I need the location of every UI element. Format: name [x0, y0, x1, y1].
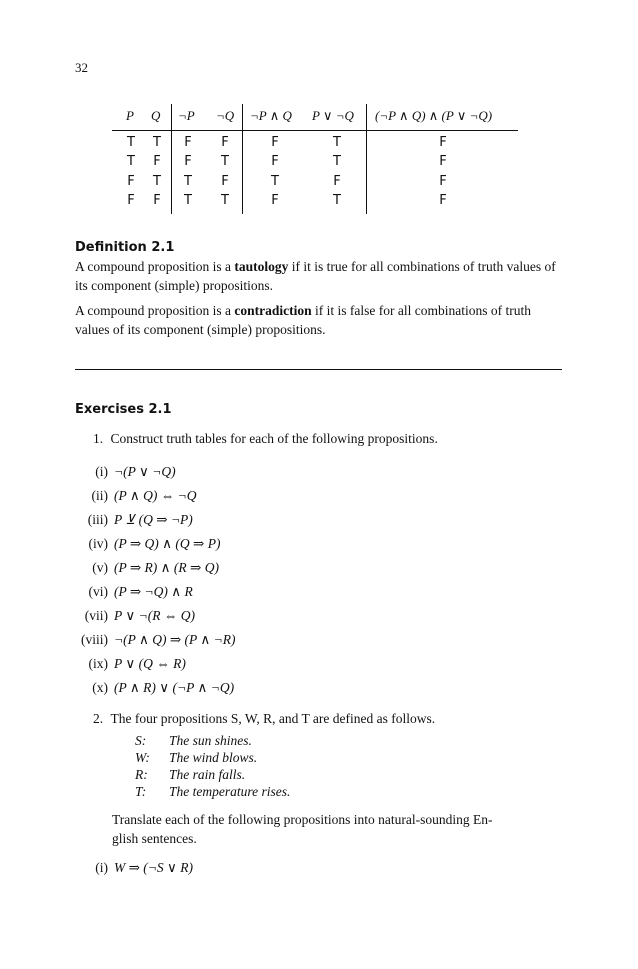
header-not-p-and-q: ¬P ∧ Q	[250, 108, 292, 123]
item-expression: ¬(P ∧ Q) ⇒ (P ∧ ¬R)	[114, 632, 236, 647]
item-expression: P ∨ ¬(R ⇔ Q)	[114, 608, 195, 623]
item-expression: (P ⇒ Q) ∧ (Q ⇒ P)	[114, 536, 221, 551]
proposition-meaning: The sun shines.	[169, 733, 252, 748]
item-number: (viii)	[81, 632, 108, 647]
proposition-definition	[135, 784, 290, 800]
contradiction-term: contradiction	[234, 303, 312, 318]
table-cell: F	[271, 154, 279, 169]
item-expression: (P ∧ R) ∨ (¬P ∧ ¬Q)	[114, 680, 235, 695]
exercise-1-item	[72, 608, 195, 624]
header-not-p: ¬P	[178, 108, 195, 123]
table-cell: T	[153, 174, 161, 189]
item-number: (v)	[92, 560, 108, 575]
tautology-text-before: A compound proposition is a	[75, 259, 235, 274]
header-not-q: ¬Q	[216, 108, 235, 123]
table-cell: T	[221, 154, 229, 169]
table-cell: T	[153, 135, 161, 150]
table-cell: T	[271, 174, 279, 189]
translate-line-1: Translate each of the following propositions into natural-sounding En-	[112, 812, 493, 827]
item-expression: (P ∧ Q) ⇔ ¬Q	[114, 488, 197, 503]
exercise-1-item	[72, 512, 193, 528]
table-cell: F	[439, 193, 447, 208]
exercise-2-label: 2.	[93, 711, 104, 726]
exercise-1-item	[72, 632, 236, 648]
exercise-1-item	[72, 464, 176, 480]
item-number: (iii)	[87, 512, 108, 527]
exercise-1-text: Construct truth tables for each of the following propositions.	[110, 431, 438, 446]
table-cell: T	[221, 193, 229, 208]
exercise-1-item	[72, 536, 220, 552]
page-number: 32	[75, 60, 88, 75]
table-cell: T	[127, 154, 135, 169]
table-cell: F	[184, 154, 192, 169]
item-expression: ¬(P ∨ ¬Q)	[114, 464, 176, 479]
definition-title: Definition 2.1	[75, 240, 175, 255]
proposition-definition	[135, 750, 257, 766]
tautology-text-after: if it is true for all combinations of truth values of its component (simple) propositions.	[75, 259, 556, 293]
tautology-definition	[75, 257, 563, 295]
table-cell: T	[127, 135, 135, 150]
column-rule-3	[366, 104, 367, 214]
contradiction-text-after: if it is false for all combinations of truth values of its component (simple) propositions.	[75, 303, 531, 337]
header-p: P	[126, 108, 134, 123]
item-expression: P ⊻ (Q ⇒ ¬P)	[114, 512, 193, 527]
item-expression: (P ⇒ R) ∧ (R ⇒ Q)	[114, 560, 219, 575]
item-number: (ii)	[91, 488, 108, 503]
proposition-symbol: W:	[135, 750, 150, 765]
exercise-1-item	[72, 584, 193, 600]
exercise-1	[93, 431, 438, 447]
table-cell: F	[127, 193, 135, 208]
item-number: (vii)	[84, 608, 108, 623]
table-cell: F	[271, 193, 279, 208]
exercise-1-item	[72, 560, 219, 576]
table-cell: F	[439, 135, 447, 150]
translate-instruction	[112, 810, 564, 848]
item-number: (iv)	[88, 536, 108, 551]
item-expression: W ⇒ (¬S ∨ R)	[114, 860, 194, 875]
table-cell: F	[439, 154, 447, 169]
table-cell: F	[271, 135, 279, 150]
item-number: (ix)	[88, 656, 108, 671]
item-number: (i)	[95, 860, 108, 875]
table-cell: T	[333, 135, 341, 150]
table-cell: F	[184, 135, 192, 150]
table-cell: F	[221, 135, 229, 150]
table-cell: T	[333, 193, 341, 208]
header-rule	[112, 130, 518, 131]
proposition-meaning: The temperature rises.	[169, 784, 291, 799]
table-cell: F	[221, 174, 229, 189]
contradiction-text-before: A compound proposition is a	[75, 303, 235, 318]
exercise-1-item	[72, 488, 196, 504]
section-divider	[75, 369, 562, 370]
item-expression: P ∨ (Q ⇔ R)	[114, 656, 186, 671]
proposition-meaning: The wind blows.	[169, 750, 258, 765]
column-rule-2	[242, 104, 243, 214]
exercise-2	[93, 711, 435, 727]
translate-line-2: glish sentences.	[112, 831, 197, 846]
proposition-definition	[135, 733, 252, 749]
table-cell: T	[184, 193, 192, 208]
exercise-1-label: 1.	[93, 431, 104, 446]
item-number: (i)	[95, 464, 108, 479]
exercise-2-item	[72, 860, 193, 876]
table-cell: F	[153, 154, 161, 169]
exercise-2-text: The four propositions S, W, R, and T are defined as follows.	[110, 711, 436, 726]
proposition-symbol: T:	[135, 784, 147, 799]
header-p-or-not-q: P ∨ ¬Q	[312, 108, 354, 123]
table-cell: F	[439, 174, 447, 189]
proposition-symbol: R:	[135, 767, 148, 782]
exercise-1-item	[72, 656, 186, 672]
exercises-title: Exercises 2.1	[75, 402, 172, 417]
table-cell: F	[153, 193, 161, 208]
proposition-definition	[135, 767, 245, 783]
table-cell: F	[127, 174, 135, 189]
item-number: (x)	[92, 680, 108, 695]
item-number: (vi)	[88, 584, 108, 599]
exercise-1-item	[72, 680, 234, 696]
column-rule-1	[171, 104, 172, 214]
header-compound: (¬P ∧ Q) ∧ (P ∨ ¬Q)	[375, 108, 493, 123]
proposition-symbol: S:	[135, 733, 147, 748]
table-cell: F	[333, 174, 341, 189]
table-cell: T	[333, 154, 341, 169]
tautology-term: tautology	[234, 259, 289, 274]
header-q: Q	[151, 108, 161, 123]
item-expression: (P ⇒ ¬Q) ∧ R	[114, 584, 193, 599]
table-cell: T	[184, 174, 192, 189]
contradiction-definition	[75, 301, 563, 339]
truth-table	[112, 104, 522, 216]
proposition-meaning: The rain falls.	[169, 767, 246, 782]
